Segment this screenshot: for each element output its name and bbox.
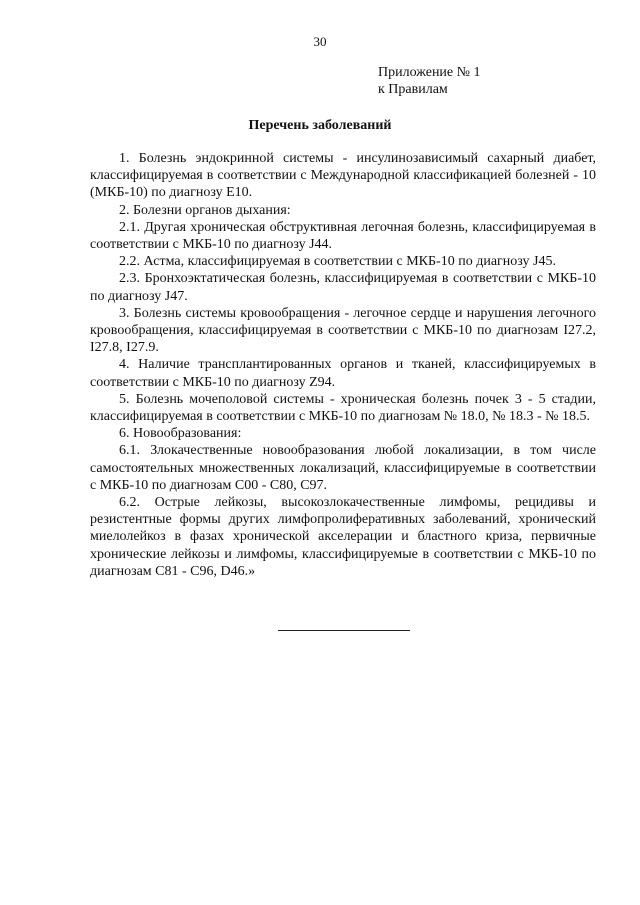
list-item: 6.1. Злокачественные новообразования любой локализации, в том числе самостоятельных множественных локализаций, классифицируемые в соответствии с МКБ-10 по диагнозам C00 - C80, C97. — [90, 443, 596, 493]
list-item: 2.3. Бронхоэктатическая болезнь, классифицируемая в соответствии с МКБ-10 по диагнозу J47. — [90, 271, 596, 304]
list-item: 2.2. Астма, классифицируемая в соответствии с МКБ-10 по диагнозу J45. — [119, 254, 556, 270]
list-item: 2. Болезни органов дыхания: — [119, 202, 291, 218]
list-item: 3. Болезнь системы кровообращения - легочное сердце и нарушения легочного кровообращения, классифицируемая в соответствии с МКБ-10 по диагнозам I27.2, I27.8, I27.9. — [90, 305, 596, 356]
list-item: 5. Болезнь мочеполовой системы - хроническая болезнь почек 3 - 5 стадии, классифицируемая в соответствии с МКБ-10 по диагнозам № 18.0, № 18.3 - № 18.5. — [90, 391, 596, 425]
closing-separator-line — [278, 630, 410, 631]
disease-list — [90, 150, 596, 580]
appendix-heading — [378, 64, 481, 98]
list-item: 6. Новообразования: — [119, 426, 242, 442]
list-item: 6.2. Острые лейкозы, высокозлокачественные лимфомы, рецидивы и резистентные формы других лимфопролиферативных заболеваний, хронический миелолейкоз в фазах хронической акселерации и бластного криза, первичные хронические лейкозы и лимфомы, классифицируемые в соответствии с МКБ-10 по диагнозам C81 - C96, D46.» — [90, 495, 596, 579]
list-item: 2.1. Другая хроническая обструктивная легочная болезнь, классифицируемая в соответствии с МКБ-10 по диагнозу J44. — [90, 219, 596, 253]
appendix-line-1: Приложение № 1 — [378, 65, 481, 80]
page-number: 30 — [313, 34, 327, 49]
document-title: Перечень заболеваний — [248, 118, 392, 133]
appendix-line-2: к Правилам — [378, 82, 448, 97]
list-item: 4. Наличие трансплантированных органов и тканей, классифицируемых в соответствии с МКБ-10 по диагнозу Z94. — [90, 357, 596, 390]
list-item: 1. Болезнь эндокринной системы - инсулинозависимый сахарный диабет, классифицируемая в соответствии с Международной классификацией болезней - 10 (МКБ-10) по диагнозу E10. — [90, 151, 596, 201]
